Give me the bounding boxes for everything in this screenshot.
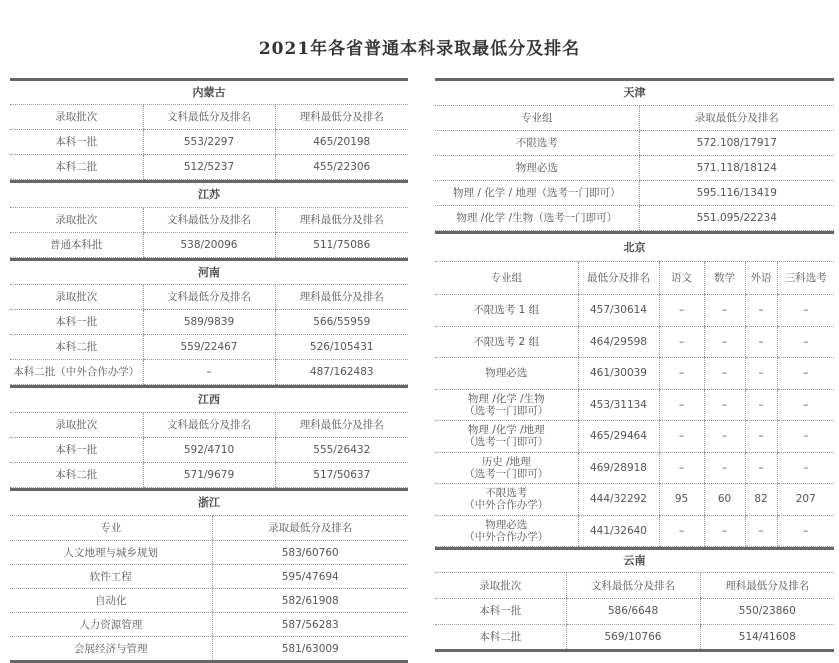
row-label: 不限选考 1 组 (435, 295, 578, 327)
row-label: 普通本科批 (10, 233, 143, 258)
cell-value: 465/20198 (275, 130, 408, 155)
cell-value: – (704, 515, 745, 547)
row-label: 物理 /化学 /生物（选考一门即可） (435, 206, 639, 231)
cell-value: 551.095/22234 (639, 206, 834, 231)
column-header: 录取批次 (10, 413, 143, 438)
cell-value: 569/10766 (566, 624, 700, 651)
cell-value: 441/32640 (578, 515, 659, 547)
cell-value: 207 (777, 484, 834, 516)
header-row (435, 106, 834, 131)
row-label: 本科二批 (10, 155, 143, 180)
cell-value: – (659, 358, 704, 390)
column-header: 录取批次 (10, 285, 143, 310)
province-title: 云南 (435, 549, 834, 573)
table-row (10, 360, 408, 385)
row-label: 人文地理与城乡规划 (10, 541, 212, 565)
table-left-3 (10, 385, 408, 488)
cell-value: – (704, 295, 745, 327)
row-label: 人力资源管理 (10, 613, 212, 637)
row-label: 本科二批 (10, 335, 143, 360)
cell-value: 566/55959 (275, 310, 408, 335)
row-label: 本科二批（中外合作办学） (10, 360, 143, 385)
table-row (10, 565, 408, 589)
table-left-0 (10, 78, 408, 180)
header-row (10, 516, 408, 541)
column-header: 录取最低分及排名 (639, 106, 834, 131)
table-row (10, 613, 408, 637)
table-row (10, 310, 408, 335)
cell-value: – (745, 389, 777, 421)
cell-value: – (704, 358, 745, 390)
table-right-2 (435, 547, 834, 652)
table-row (10, 155, 408, 180)
table-right-0 (435, 78, 834, 231)
cell-value: 559/22467 (143, 335, 275, 360)
cell-value: – (659, 295, 704, 327)
province-title: 浙江 (10, 490, 408, 516)
cell-value: – (745, 452, 777, 484)
row-label: 不限选考 2 组 (435, 326, 578, 358)
table-row (435, 206, 834, 231)
cell-value: – (777, 295, 834, 327)
province-title: 江苏 (10, 182, 408, 208)
cell-value: – (777, 421, 834, 453)
cell-value: 582/61908 (212, 589, 408, 613)
cell-value: – (659, 326, 704, 358)
cell-value: 461/30039 (578, 358, 659, 390)
cell-value: 571.118/18124 (639, 156, 834, 181)
province-title: 江西 (10, 387, 408, 413)
cell-value: 82 (745, 484, 777, 516)
column-header: 理科最低分及排名 (275, 413, 408, 438)
column-header: 录取最低分及排名 (212, 516, 408, 541)
header-row (435, 262, 834, 295)
table-row (10, 589, 408, 613)
cell-value: 595.116/13419 (639, 181, 834, 206)
column-header: 文科最低分及排名 (143, 413, 275, 438)
left-column (10, 78, 408, 663)
cell-value: 511/75086 (275, 233, 408, 258)
cell-value: 95 (659, 484, 704, 516)
table-right-1 (435, 231, 834, 547)
province-title: 北京 (435, 233, 834, 262)
table-row (435, 515, 834, 547)
page-title: 2021年各省普通本科录取最低分及排名 (258, 39, 581, 59)
cell-value: 526/105431 (275, 335, 408, 360)
column-header: 专业 (10, 516, 212, 541)
row-label: 历史 /地理 （选考一门即可） (435, 452, 578, 484)
cell-value: – (745, 515, 777, 547)
row-label: 会展经济与管理 (74, 642, 148, 655)
row-label: 物理必选 (435, 156, 639, 181)
table-row (435, 389, 834, 421)
row-label: 本科一批 (10, 310, 143, 335)
cell-value: 465/29464 (578, 421, 659, 453)
table-left-2 (10, 258, 408, 385)
column-header: 文科最低分及排名 (143, 208, 275, 233)
row-label: 物理必选 (435, 358, 578, 390)
table-row (435, 295, 834, 327)
province-title: 天津 (435, 80, 834, 106)
column-header: 理科最低分及排名 (700, 573, 834, 599)
header-row (435, 573, 834, 599)
table-row (435, 326, 834, 358)
cell-value: 586/6648 (566, 599, 700, 625)
column-header: 数学 (704, 262, 745, 295)
right-column (435, 78, 834, 652)
column-header: 文科最低分及排名 (143, 285, 275, 310)
row-label: 物理 / 化学 / 地理（选考一门即可） (435, 181, 639, 206)
table-row (10, 233, 408, 258)
column-header: 理科最低分及排名 (275, 208, 408, 233)
cell-value: 514/41608 (700, 624, 834, 651)
table-row (435, 421, 834, 453)
column-header: 语文 (659, 262, 704, 295)
cell-value: 469/28918 (578, 452, 659, 484)
cell-value: 595/47694 (212, 565, 408, 589)
cell-value: 453/31134 (578, 389, 659, 421)
column-header: 文科最低分及排名 (566, 573, 700, 599)
table-row (435, 181, 834, 206)
cell-value: – (777, 358, 834, 390)
cell-value: 592/4710 (143, 438, 275, 463)
table-row (435, 452, 834, 484)
cell-value: 571/9679 (143, 463, 275, 488)
cell-value: 464/29598 (578, 326, 659, 358)
column-header: 三科选考 (777, 262, 834, 295)
cell-value: – (777, 326, 834, 358)
cell-value: – (777, 452, 834, 484)
column-header: 录取批次 (10, 208, 143, 233)
column-header: 专业组 (435, 262, 578, 295)
cell-value: 572.108/17917 (639, 131, 834, 156)
row-label: 自动化 (10, 589, 212, 613)
cell-value: 589/9839 (143, 310, 275, 335)
header-row (10, 285, 408, 310)
column-header: 录取批次 (10, 105, 143, 130)
row-label: 软件工程 (10, 565, 212, 589)
table-row (435, 624, 834, 651)
column-header: 文科最低分及排名 (143, 105, 275, 130)
cell-value: – (745, 358, 777, 390)
table-row (10, 541, 408, 565)
cell-value: 550/23860 (700, 599, 834, 625)
row-label: 本科一批 (10, 130, 143, 155)
cell-value: 587/56283 (212, 613, 408, 637)
row-label: 物理 /化学 /生物 （选考一门即可） (435, 389, 578, 421)
row-label: 物理 /化学 /地理 （选考一门即可） (435, 421, 578, 453)
row-label: 不限选考 （中外合作办学） (435, 484, 578, 516)
table-row (435, 131, 834, 156)
row-label: 本科二批 (479, 630, 522, 643)
row-label: 本科一批 (435, 599, 566, 625)
cell-value: 553/2297 (143, 130, 275, 155)
cell-value: – (659, 421, 704, 453)
cell-value: 581/63009 (212, 637, 408, 662)
cell-value: – (143, 360, 275, 385)
table-left-1 (10, 180, 408, 258)
province-title: 内蒙古 (10, 80, 408, 105)
cell-value: – (704, 326, 745, 358)
cell-value: – (745, 421, 777, 453)
cell-value: – (659, 389, 704, 421)
cell-value: – (745, 295, 777, 327)
table-row (10, 438, 408, 463)
cell-value: 444/32292 (578, 484, 659, 516)
cell-value: – (659, 515, 704, 547)
header-row (10, 208, 408, 233)
row-label: 本科二批 (10, 463, 143, 488)
table-row (10, 335, 408, 360)
province-title: 河南 (10, 260, 408, 285)
column-header: 最低分及排名 (578, 262, 659, 295)
table-row (10, 463, 408, 488)
row-label: 物理必选 （中外合作办学） (435, 515, 578, 547)
column-header: 理科最低分及排名 (275, 285, 408, 310)
column-header: 理科最低分及排名 (275, 105, 408, 130)
table-row (435, 484, 834, 516)
cell-value: 487/162483 (275, 360, 408, 385)
cell-value: – (704, 421, 745, 453)
cell-value: 457/30614 (578, 295, 659, 327)
row-label: 本科一批 (10, 438, 143, 463)
table-row (435, 358, 834, 390)
cell-value: 583/60760 (212, 541, 408, 565)
cell-value: – (704, 452, 745, 484)
table-row (435, 599, 834, 625)
cell-value: 455/22306 (275, 155, 408, 180)
cell-value: 512/5237 (143, 155, 275, 180)
cell-value: – (777, 389, 834, 421)
column-header: 录取批次 (435, 573, 566, 599)
cell-value: – (659, 452, 704, 484)
header-row (10, 413, 408, 438)
cell-value: 555/26432 (275, 438, 408, 463)
cell-value: 538/20096 (143, 233, 275, 258)
table-row (10, 130, 408, 155)
header-row (10, 105, 408, 130)
cell-value: 517/50637 (275, 463, 408, 488)
cell-value: – (704, 389, 745, 421)
cell-value: – (777, 515, 834, 547)
table-left-4 (10, 488, 408, 663)
column-header: 专业组 (435, 106, 639, 131)
cell-value: – (745, 326, 777, 358)
table-row (10, 637, 408, 662)
table-row (435, 156, 834, 181)
row-label: 不限选考 (435, 131, 639, 156)
cell-value: 60 (704, 484, 745, 516)
column-header: 外语 (745, 262, 777, 295)
